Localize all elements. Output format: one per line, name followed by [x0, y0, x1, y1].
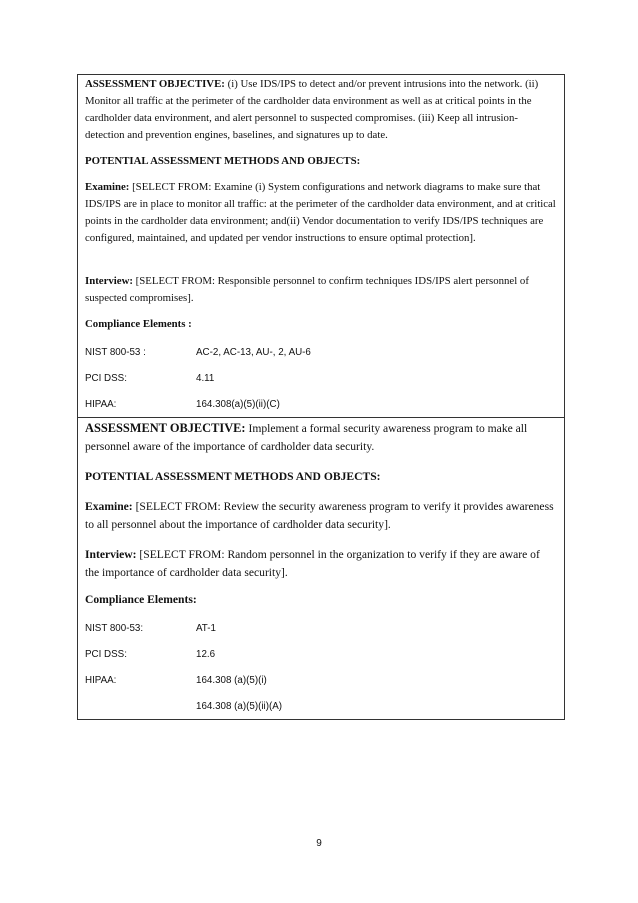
compliance-row-pci — [85, 372, 556, 385]
compliance-label: PCI DSS: — [85, 373, 127, 384]
interview-label: Interview: — [85, 548, 137, 561]
examine-text: [SELECT FROM: Examine (i) System configurations and network diagrams to make sure that IDS/IPS are in place to monitor all traffic: at the perimeter of the cardholder data environment, and at critical points in the cardholder data environment; and(ii) Vendor documentation to verify IDS/IPS techniques are configured, maintained, and updated per vendor instructions to ensure optimal protection]. — [85, 181, 556, 244]
examine-paragraph — [85, 498, 556, 534]
examine-label: Examine: — [85, 500, 133, 513]
compliance-value: AT-1 — [196, 623, 216, 634]
objective-text: Implement a formal security awareness program to make all personnel aware of the importance of cardholder data security. — [85, 422, 528, 453]
compliance-heading: Compliance Elements : — [85, 318, 192, 330]
interview-label: Interview: — [85, 275, 133, 287]
interview-paragraph — [85, 546, 556, 582]
examine-label: Examine: — [85, 181, 130, 193]
assessment-table — [77, 74, 565, 720]
objective-label: ASSESSMENT OBJECTIVE: — [85, 78, 225, 90]
objective-label: ASSESSMENT OBJECTIVE: — [85, 421, 246, 435]
compliance-heading: Compliance Elements: — [85, 593, 197, 606]
interview-text: [SELECT FROM: Random personnel in the organization to verify if they are aware of the importance of cardholder data security]. — [85, 548, 540, 579]
interview-text: [SELECT FROM: Responsible personnel to confirm techniques IDS/IPS alert personnel of suspected compromises]. — [85, 275, 529, 304]
examine-text: [SELECT FROM: Review the security awareness program to verify it provides awareness to all personnel about the importance of cardholder data security]. — [85, 500, 554, 531]
methods-heading: POTENTIAL ASSESSMENT METHODS AND OBJECTS: — [85, 470, 381, 483]
compliance-value: 164.308 (a)(5)(i) — [196, 675, 267, 686]
methods-heading: POTENTIAL ASSESSMENT METHODS AND OBJECTS: — [85, 155, 361, 167]
compliance-value: 4.11 — [196, 373, 215, 384]
compliance-row-hipaa — [85, 674, 556, 687]
compliance-row-nist — [85, 346, 556, 359]
compliance-label: HIPAA: — [85, 675, 117, 686]
compliance-row-pci — [85, 648, 556, 661]
examine-paragraph — [85, 179, 556, 247]
objective-paragraph — [85, 419, 556, 456]
compliance-value: 164.308 (a)(5)(ii)(A) — [196, 701, 283, 712]
compliance-label: NIST 800-53 : — [85, 347, 146, 358]
compliance-value: 164.308(a)(5)(ii)(C) — [196, 399, 280, 410]
compliance-label: HIPAA: — [85, 399, 117, 410]
page-number: 9 — [316, 838, 322, 849]
compliance-row-nist — [85, 622, 556, 635]
compliance-label — [85, 700, 196, 713]
compliance-value: AC-2, AC-13, AU-, 2, AU-6 — [196, 347, 311, 358]
objective-paragraph — [85, 76, 556, 144]
compliance-label: PCI DSS: — [85, 649, 127, 660]
compliance-row-hipaa-2 — [85, 700, 556, 713]
compliance-row-hipaa — [85, 398, 556, 411]
assessment-section-2 — [78, 417, 564, 719]
assessment-section-1 — [78, 75, 564, 417]
compliance-value: 12.6 — [196, 649, 216, 660]
objective-text: (i) Use IDS/IPS to detect and/or prevent intrusions into the network. (ii) Monitor all traffic at the perimeter of the cardholder data environment as well as at critical points in the cardholder data environment, and alert personnel to suspected compromises. (iii) Keep all intrusion-detection and prevention engines, baselines, and signatures up to date. — [85, 78, 539, 141]
interview-paragraph — [85, 273, 556, 307]
compliance-label: NIST 800-53: — [85, 623, 144, 634]
